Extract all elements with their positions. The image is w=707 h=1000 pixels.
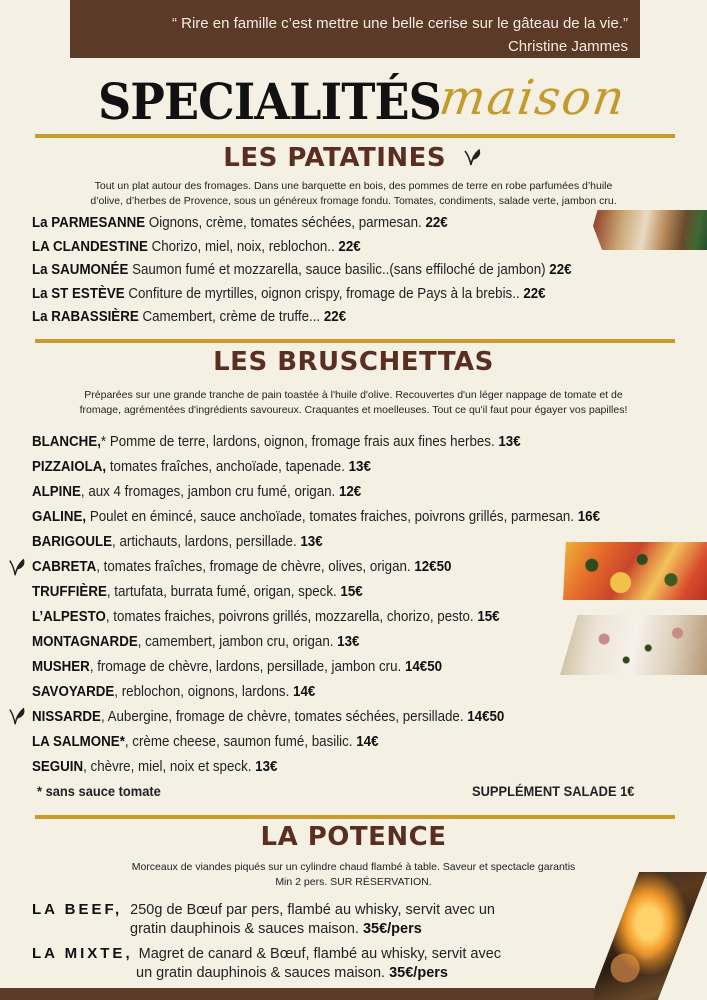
- item-description: Confiture de myrtilles, oignon crispy, fromage de Pays à la brebis..: [124, 286, 524, 302]
- menu-item: [32, 709, 504, 725]
- section-title-patatines: [0, 143, 707, 173]
- item-price: 16€: [577, 509, 600, 525]
- bruschetta-tomato-photo: [563, 542, 707, 600]
- item-name: CABRETA: [32, 559, 97, 575]
- item-name: ALPINE: [32, 484, 81, 500]
- item-description: , aux 4 fromages, jambon cru fumé, origan.: [80, 484, 339, 500]
- menu-item: [32, 484, 361, 500]
- item-price: 14€: [356, 734, 379, 750]
- item-description: , crème cheese, saumon fumé, basilic.: [124, 734, 357, 750]
- item-description: Oignons, crème, tomates séchées, parmesan.: [145, 215, 426, 231]
- section-title-text: LES PATATINES: [223, 143, 447, 173]
- section-title-bruschettas: [0, 347, 707, 377]
- menu-item: [32, 584, 363, 600]
- item-description: tomates fraîches, anchoïade, tapenade.: [106, 459, 349, 475]
- item-price: 15€: [477, 609, 500, 625]
- menu-item: [32, 215, 448, 231]
- item-description: Chorizo, miel, noix, reblochon..: [147, 239, 339, 255]
- menu-item: [32, 944, 501, 983]
- item-name: SEGUIN: [32, 759, 84, 775]
- item-name: MONTAGNARDE: [32, 634, 138, 650]
- item-price: 22€: [323, 309, 347, 325]
- item-description: , tomates fraîches, fromage de chèvre, olives, origan.: [96, 559, 415, 575]
- item-description: , chèvre, miel, noix et speck.: [83, 759, 256, 775]
- description-line: Tout un plat autour des fromages. Dans une barquette en bois, des pommes de terre en robe parfumées d’huile: [94, 180, 613, 192]
- item-price: 35€/pers: [389, 965, 448, 981]
- item-price: 22€: [425, 215, 448, 231]
- menu-item: [32, 759, 277, 775]
- item-description: Camembert, crème de truffe...: [138, 309, 324, 325]
- item-name: L’ALPESTO: [32, 609, 106, 625]
- item-price: 22€: [523, 286, 546, 302]
- patatine-photo: [593, 210, 707, 250]
- item-description: , tartufata, burrata fumé, origan, speck.: [106, 584, 341, 600]
- item-name: LA CLANDESTINE: [32, 239, 148, 255]
- item-name: La SAUMONÉE: [32, 262, 129, 278]
- quote-author: Christine Jammes: [507, 38, 628, 55]
- item-name: LA MIXTE,: [32, 945, 133, 962]
- footnote: * sans sauce tomate: [37, 783, 161, 799]
- item-name: PIZZAIOLA,: [32, 459, 107, 475]
- item-name: La RABASSIÈRE: [32, 309, 139, 325]
- vegetarian-leaf-icon: [8, 557, 28, 577]
- item-price: 13€: [348, 459, 371, 475]
- item-price: 12€50: [414, 559, 452, 575]
- footer-bar: [0, 988, 594, 1000]
- quote-banner: [70, 0, 640, 58]
- menu-item: [32, 286, 546, 302]
- potence-flambe-photo: [590, 872, 707, 1000]
- divider-rule: [35, 134, 675, 138]
- item-name: LA BEEF,: [32, 901, 123, 918]
- item-price: 22€: [338, 239, 361, 255]
- vegetarian-leaf-icon: [8, 706, 28, 726]
- item-description: Poulet en émincé, sauce anchoïade, tomates fraiches, poivrons grillés, parmesan.: [86, 509, 578, 525]
- item-description: * Pomme de terre, lardons, oignon, fromage frais aux fines herbes.: [100, 434, 499, 450]
- menu-item: [32, 434, 521, 450]
- section-title-potence: [0, 822, 707, 852]
- item-price: 14€: [293, 684, 316, 700]
- item-description: Saumon fumé et mozzarella, sauce basilic..(sans effiloché de jambon): [128, 262, 550, 278]
- menu-item: [32, 559, 451, 575]
- menu-item: [32, 534, 323, 550]
- item-description: , tomates fraiches, poivrons grillés, mozzarella, chorizo, pesto.: [105, 609, 478, 625]
- item-name: LA SALMONE*: [32, 734, 125, 750]
- divider-rule: [35, 815, 675, 819]
- item-description: , artichauts, lardons, persillade.: [112, 534, 301, 550]
- section-description-patatines: [0, 179, 707, 209]
- quote-text: “ Rire en famille c’est mettre une belle cerise sur le gâteau de la vie.”: [171, 15, 628, 32]
- item-price: 13€: [498, 434, 521, 450]
- section-title-text: LES BRUSCHETTAS: [213, 347, 494, 377]
- item-name: GALINE,: [32, 509, 87, 525]
- item-price: 13€: [337, 634, 360, 650]
- title-main: SPECIALITÉS: [98, 72, 441, 131]
- section-title-text: LA POTENCE: [260, 822, 447, 852]
- menu-item: [32, 900, 495, 939]
- divider-rule: [35, 339, 675, 343]
- section-description-potence: [0, 860, 707, 890]
- supplement-note: SUPPLÉMENT SALADE 1€: [472, 783, 635, 799]
- menu-item: [32, 684, 315, 700]
- item-name: TRUFFIÈRE: [32, 584, 107, 600]
- item-description: , fromage de chèvre, lardons, persillade, jambon cru.: [89, 659, 405, 675]
- item-price: 13€: [300, 534, 323, 550]
- description-line: Préparées sur une grande tranche de pain toastée à l'huile d'olive. Recouvertes d'un léger nappage de tomate et de: [84, 389, 623, 401]
- item-name: BARIGOULE: [32, 534, 113, 550]
- item-description: un gratin dauphinois & sauces maison.: [136, 965, 390, 981]
- item-description: 250g de Bœuf par pers, flambé au whisky, servit avec un: [130, 902, 495, 918]
- item-price: 12€: [338, 484, 362, 500]
- item-description: Magret de canard & Bœuf, flambé au whisky, servit avec: [138, 946, 502, 962]
- menu-item: [32, 262, 572, 278]
- item-price: 14€50: [404, 659, 443, 675]
- item-name: MUSHER: [32, 659, 90, 675]
- menu-item: [32, 459, 371, 475]
- page-title: [0, 66, 707, 136]
- description-line: Morceaux de viandes piqués sur un cylindre chaud flambé à table. Saveur et spectacle garantis: [131, 861, 576, 873]
- menu-item: [32, 634, 359, 650]
- vegetarian-leaf-icon: [462, 146, 484, 168]
- item-description: , camembert, jambon cru, origan.: [137, 634, 338, 650]
- item-description: gratin dauphinois & sauces maison.: [130, 921, 363, 937]
- menu-item: [32, 509, 600, 525]
- item-price: 15€: [340, 584, 363, 600]
- menu-item: [32, 309, 346, 325]
- item-price: 22€: [549, 262, 572, 278]
- item-description-line2: [32, 920, 495, 939]
- description-line: Min 2 pers. SUR RÉSERVATION.: [275, 876, 432, 888]
- section-description-bruschettas: [0, 388, 707, 418]
- item-name: BLANCHE,: [32, 434, 101, 450]
- item-price: 35€/pers: [362, 921, 422, 937]
- item-description: , Aubergine, fromage de chèvre, tomates séchées, persillade.: [100, 709, 468, 725]
- item-description: , reblochon, oignons, lardons.: [114, 684, 294, 700]
- description-line: d’olive, d’herbes de Provence, sous un généreux fromage fondu. Tomates, condiments, salade verte, jambon cru.: [90, 195, 617, 207]
- item-name: SAVOYARDE: [32, 684, 115, 700]
- menu-item: [32, 609, 500, 625]
- item-price: 14€50: [467, 709, 505, 725]
- item-description-line2: [32, 964, 501, 983]
- item-name: NISSARDE: [32, 709, 101, 725]
- menu-item: [32, 659, 442, 675]
- item-price: 13€: [255, 759, 278, 775]
- item-name: La PARMESANNE: [32, 215, 146, 231]
- title-script: maison: [436, 70, 630, 126]
- menu-item: [32, 734, 378, 750]
- description-line: fromage, agrémentées d'ingrédients savoureux. Craquantes et moelleuses. Tout ce qu'il faut pour égayer vos papilles!: [79, 404, 628, 416]
- item-name: La ST ESTÈVE: [32, 286, 125, 302]
- bruschetta-cheese-photo: [560, 615, 707, 675]
- menu-item: [32, 239, 361, 255]
